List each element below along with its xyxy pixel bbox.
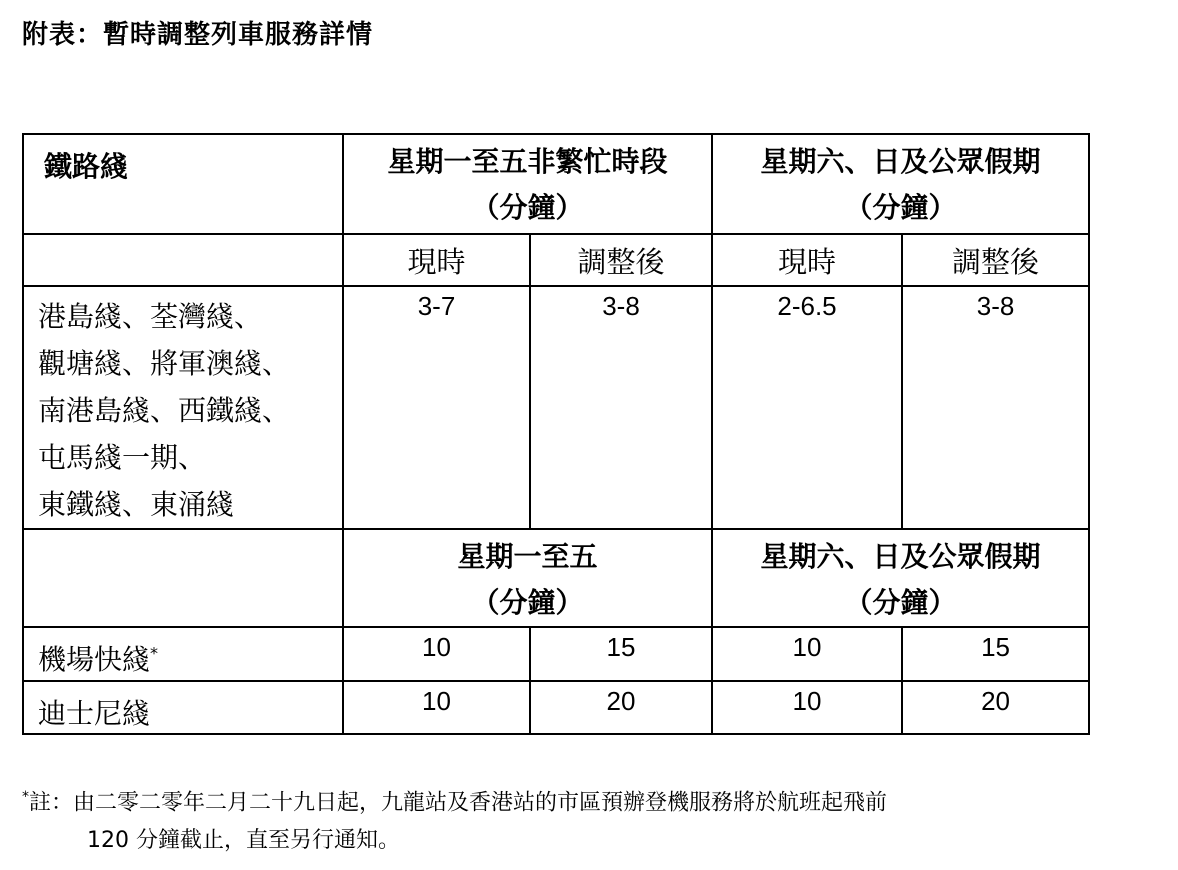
page-title: 附表：暫時調整列車服務詳情 xyxy=(22,20,374,50)
railway-line-text: 觀塘綫、將軍澳綫、 xyxy=(38,347,291,380)
weekend-current-header: 現時 xyxy=(712,234,902,286)
table-cell: 20 xyxy=(530,681,712,734)
footnote-text-1: 註：由二零二零年二月二十九日起，九龍站及香港站的市區預辦登機服務將於航班起飛前 xyxy=(29,790,888,816)
empty-cell xyxy=(23,234,343,286)
table-cell: 10 xyxy=(712,627,902,681)
table-cell: 10 xyxy=(712,681,902,734)
row-label: 機場快綫 xyxy=(38,643,151,676)
subheader-row xyxy=(23,234,1089,286)
weekday-offpeak-unit: （分鐘） xyxy=(471,191,584,224)
table-cell: 20 xyxy=(902,681,1089,734)
weekday-unit: （分鐘） xyxy=(471,586,584,619)
weekend-title-2: 星期六、日及公眾假期 xyxy=(760,540,1041,573)
weekday-adjusted-header: 調整後 xyxy=(530,234,712,286)
weekday-title: 星期一至五 xyxy=(457,540,598,573)
service-table xyxy=(22,133,1090,735)
railway-line-text: 港島綫、荃灣綫、 xyxy=(38,300,263,333)
weekend-header-2 xyxy=(712,529,1089,627)
table-cell: 15 xyxy=(530,627,712,681)
table-row xyxy=(23,286,1089,529)
footnote-line-2: 120 分鐘截止，直至另行通知。 xyxy=(87,828,400,854)
railway-name-airport-express xyxy=(23,627,343,681)
weekday-offpeak-title: 星期一至五非繁忙時段 xyxy=(387,145,668,178)
railway-line-text: 東鐵綫、東涌綫 xyxy=(38,488,235,521)
weekend-unit: （分鐘） xyxy=(844,191,957,224)
footnote-mark: * xyxy=(150,643,159,663)
footnote-mark: * xyxy=(22,789,29,805)
table-cell: 3-8 xyxy=(902,286,1089,529)
table-cell: 3-7 xyxy=(343,286,530,529)
weekday-current-header: 現時 xyxy=(343,234,530,286)
header-row xyxy=(23,134,1089,234)
empty-cell xyxy=(23,529,343,627)
footnote xyxy=(22,778,1162,860)
section-header-row xyxy=(23,529,1089,627)
railway-name-disneyland: 迪士尼綫 xyxy=(23,681,343,734)
table-row xyxy=(23,681,1089,734)
railway-lines-group xyxy=(23,286,343,529)
table-cell: 10 xyxy=(343,681,530,734)
weekend-adjusted-header: 調整後 xyxy=(902,234,1089,286)
weekend-header xyxy=(712,134,1089,234)
footnote-line-1 xyxy=(22,778,1162,822)
table-cell: 2-6.5 xyxy=(712,286,902,529)
railway-header: 鐵路綫 xyxy=(23,134,343,234)
table-row xyxy=(23,627,1089,681)
table-cell: 15 xyxy=(902,627,1089,681)
railway-line-text: 屯馬綫一期、 xyxy=(38,441,207,474)
table-cell: 10 xyxy=(343,627,530,681)
weekday-header xyxy=(343,529,712,627)
table-cell: 3-8 xyxy=(530,286,712,529)
railway-line-text: 南港島綫、西鐵綫、 xyxy=(38,394,291,427)
weekend-title: 星期六、日及公眾假期 xyxy=(760,145,1041,178)
weekday-offpeak-header xyxy=(343,134,712,234)
weekend-unit-2: （分鐘） xyxy=(844,586,957,619)
